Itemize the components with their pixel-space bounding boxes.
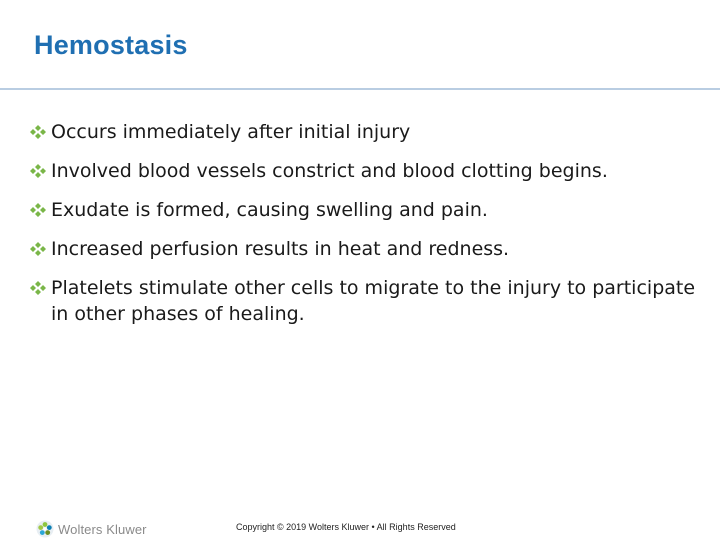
bullet-item [30, 197, 710, 223]
bullet-item [30, 119, 710, 145]
diamond-bullet-icon [30, 203, 46, 217]
logo-text: Wolters Kluwer [58, 521, 147, 537]
diamond-bullet-icon [30, 125, 46, 139]
bullet-list [30, 119, 710, 340]
bullet-text: Exudate is formed, causing swelling and pain. [51, 199, 488, 221]
diamond-bullet-icon [30, 164, 46, 178]
bullet-item [30, 158, 710, 184]
diamond-bullet-icon [30, 242, 46, 256]
footer-logo [36, 518, 147, 540]
slide-title: Hemostasis [34, 30, 188, 60]
bullet-text: Occurs immediately after initial injury [51, 121, 411, 143]
bullet-text: Involved blood vessels constrict and blood clotting begins. [51, 160, 608, 182]
copyright-notice: Copyright © 2019 Wolters Kluwer • All Rights Reserved [236, 522, 456, 532]
bullet-item [30, 236, 710, 262]
bullet-item [30, 275, 710, 327]
wolters-kluwer-logo-icon [36, 520, 54, 538]
bullet-text: Increased perfusion results in heat and redness. [51, 238, 510, 260]
bullet-text: Platelets stimulate other cells to migrate to the injury to participate in other phases of healing. [51, 277, 696, 325]
title-divider [0, 88, 720, 90]
diamond-bullet-icon [30, 281, 46, 295]
